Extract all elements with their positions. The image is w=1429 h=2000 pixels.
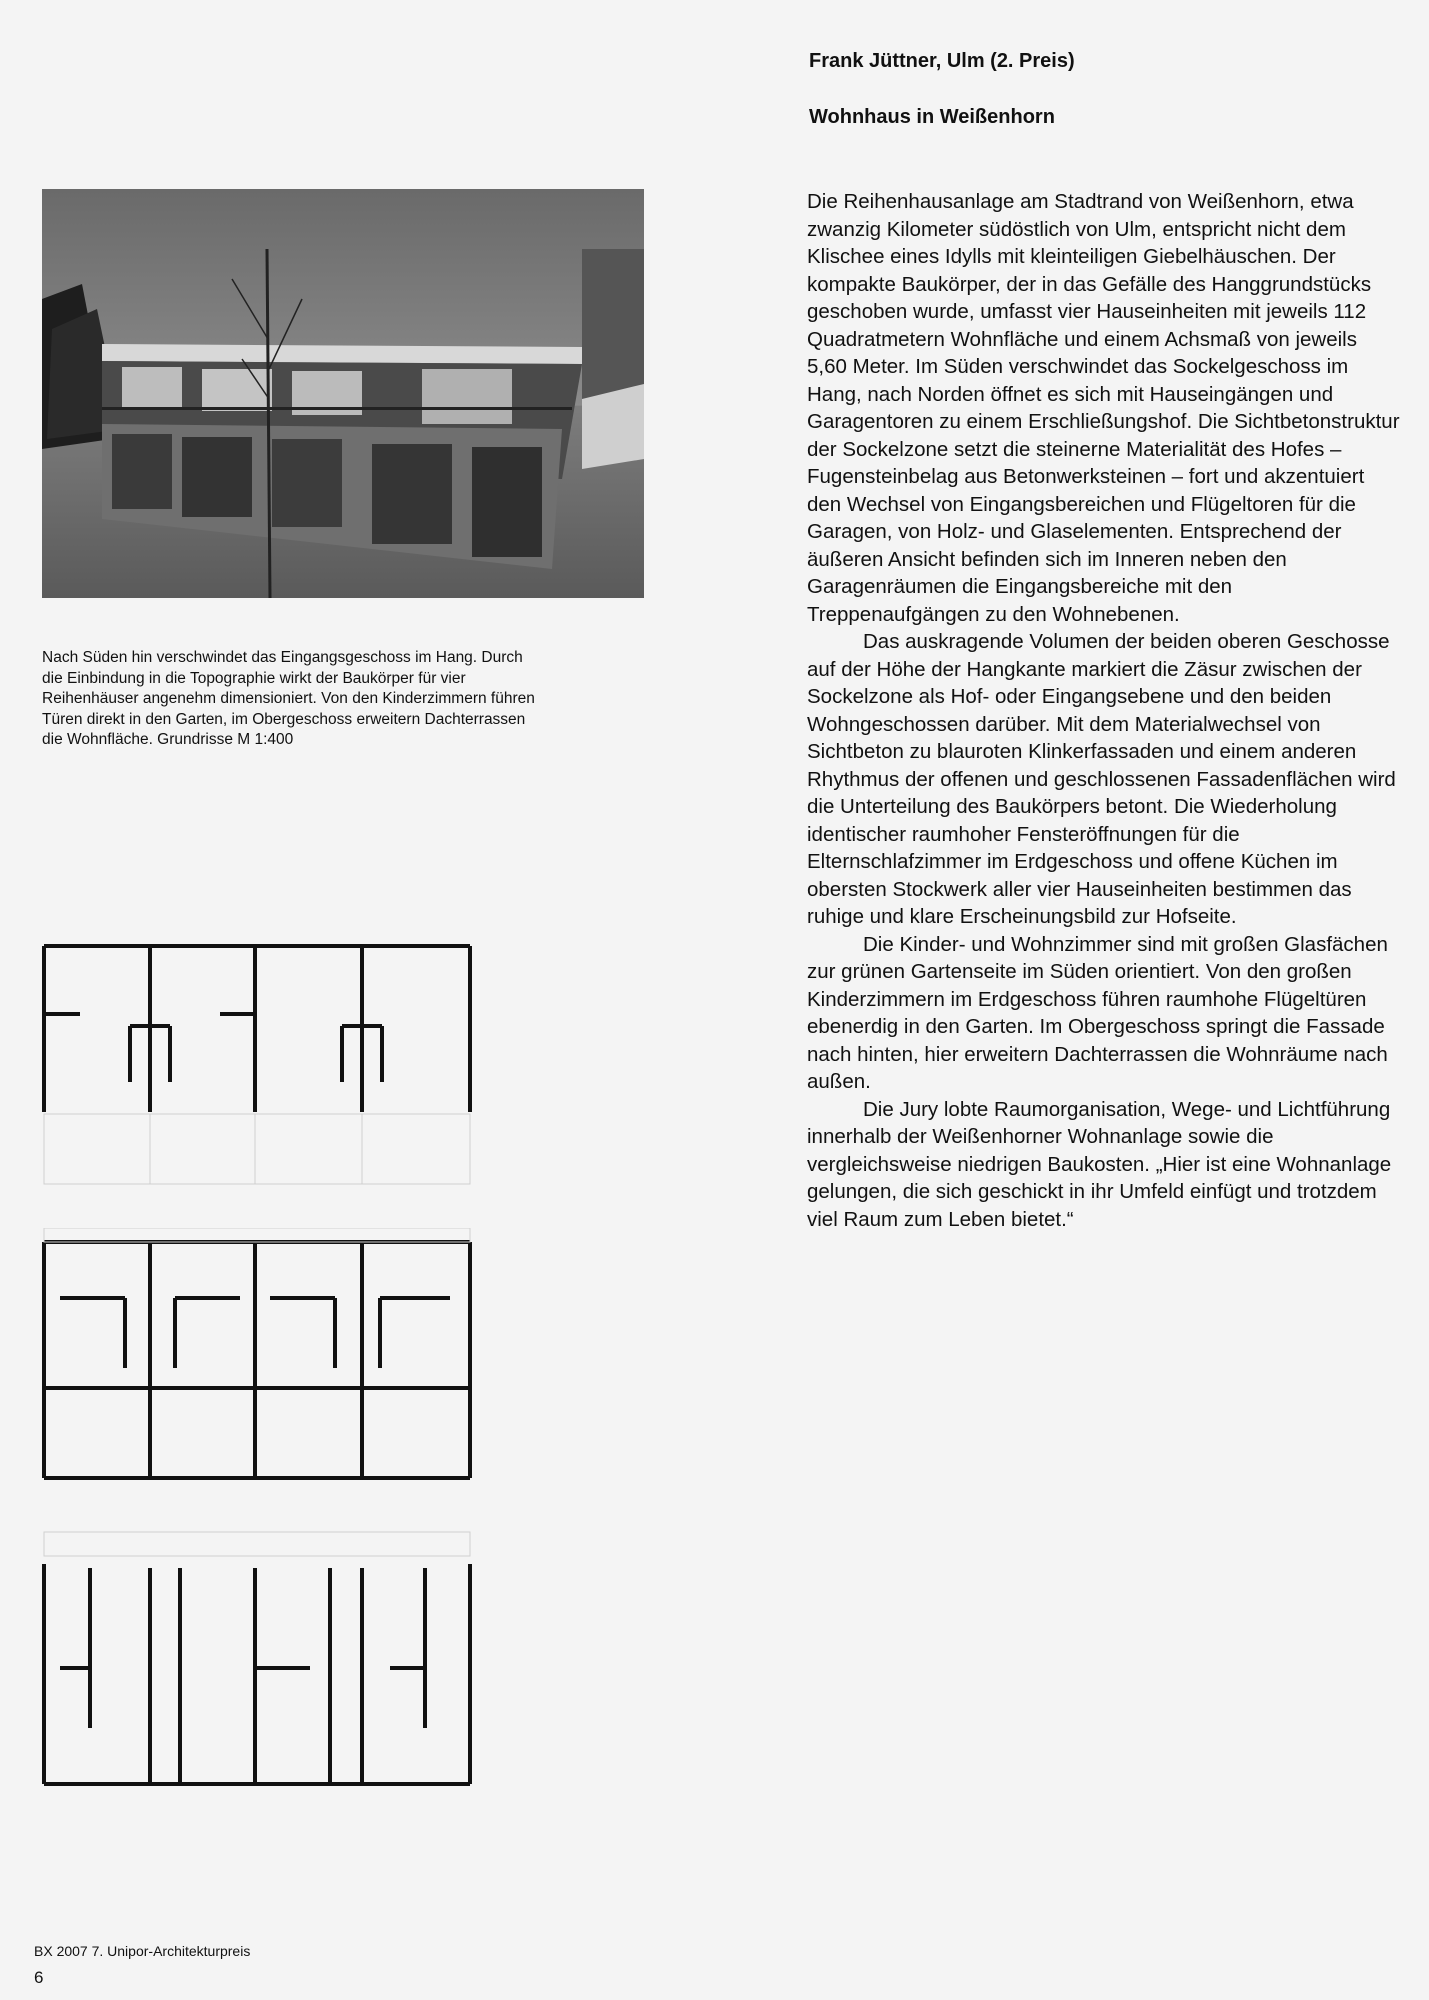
floor-plan-ground-floor: [30, 1228, 480, 1488]
article-title: Wohnhaus in Weißenhorn: [809, 106, 1055, 128]
article-paragraph: Das auskragende Volumen der beiden oberen Geschosse auf der Höhe der Hangkante markiert die Zäsur zwischen der Sockelzone als Hof- oder Eingangsebene und den beiden Wohngeschossen darüber. Mit dem Materialwechsel von Sichtbeton zu blauroten Klinkerfassaden und einem anderen Rhythmus der offenen und geschlossenen Fassadenflächen wird die Unterteilung des Baukörpers betont. Die Wiederholung identischer raumhoher Fensteröffnungen für die Elternschlafzimmer im Erdgeschoss und offene Küchen im obersten Stockwerk aller vier Hauseinheiten bestimmen das ruhige und klare Erscheinungsbild zur Hofseite.: [807, 630, 1396, 928]
photo-caption: Nach Süden hin verschwindet das Eingangsgeschoss im Hang. Durch die Einbindung in die Topographie wirkt der Baukörper für vier Reihenhäuser angenehm dimensioniert. Von den Kinderzimmern führen Türen direkt in den Garten, im Obergeschoss erweitern Dachterrassen die Wohnfläche. Grundrisse M 1:400: [42, 649, 535, 748]
footer-publication: BX 2007 7. Unipor-Architekturpreis: [34, 1943, 251, 1959]
article-author: Frank Jüttner, Ulm (2. Preis): [809, 50, 1075, 72]
article-body: [807, 188, 1402, 1233]
article-paragraph: Die Jury lobte Raumorganisation, Wege- und Lichtführung innerhalb der Weißenhorner Wohnanlage sowie die vergleichsweise niedrigen Baukosten. „Hier ist eine Wohnanlage gelungen, die sich geschickt in ihr Umfeld einfügt und trotzdem viel Raum zum Leben bietet.“: [807, 1097, 1392, 1231]
floor-plan-entrance-level: [30, 1528, 480, 1788]
building-photo: [42, 189, 644, 598]
article-paragraph: Die Reihenhausanlage am Stadtrand von Weißenhorn, etwa zwanzig Kilometer südöstlich von Ulm, entspricht nicht dem Klischee eines Idylls mit kleinteiligen Giebelhäuschen. Der kompakte Baukörper, der in das Gefälle des Hanggrundstücks geschoben wurde, umfasst vier Hauseinheiten mit jeweils 112 Quadratmetern Wohnfläche und einem Achsmaß von jeweils 5,60 Meter. Im Süden verschwindet das Sockelgeschoss im Hang, nach Norden öffnet es sich mit Hauseingängen und Garagentoren zu einem Erschließungshof. Die Sichtbetonstruktur der Sockelzone setzt die steinerne Materialität des Hofes – Fugensteinbelag aus Betonwerksteinen – fort und akzentuiert den Wechsel von Eingangsbereichen und Flügeltoren für die Garagen, von Holz- und Glaselementen. Entsprechend der äußeren Ansicht befinden sich im Inneren neben den Garagenräumen die Eingangsbereiche mit den Treppenaufgängen zu den Wohnebenen.: [807, 190, 1400, 626]
article-paragraph: Die Kinder- und Wohnzimmer sind mit großen Glasfächen zur grünen Gartenseite im Süden orientiert. Von den großen Kinderzimmern im Erdgeschoss führen raumhohe Flügeltüren ebenerdig in den Garten. Im Obergeschoss springt die Fassade nach hinten, hier erweitern Dachterrassen die Wohnräume nach außen.: [807, 932, 1388, 1093]
floor-plan-top-floor: [30, 932, 480, 1192]
page-number: 6: [34, 1968, 44, 1987]
